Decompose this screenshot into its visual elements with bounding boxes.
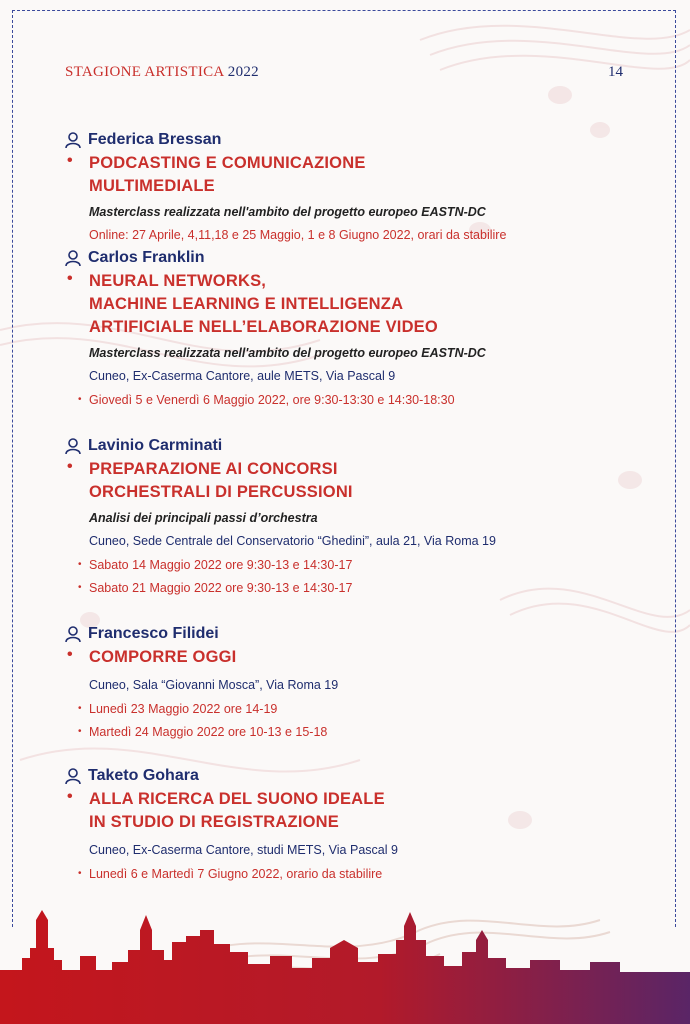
teacher-name: Francesco Filidei — [88, 625, 219, 642]
page-header-title — [65, 64, 259, 81]
date-item — [64, 865, 624, 888]
teacher-row — [64, 130, 624, 150]
course-location: Cuneo, Ex-Caserma Cantore, studi METS, Via Pascal 9 — [89, 843, 398, 857]
masterclass-entry-bressan — [64, 130, 624, 242]
bullet-icon: • — [67, 788, 73, 805]
course-location: Cuneo, Sala “Giovanni Mosca”, Via Roma 19 — [89, 678, 339, 692]
person-icon — [64, 249, 82, 267]
bullet-icon: • — [67, 152, 73, 169]
date-text: Giovedì 5 e Venerdì 6 Maggio 2022, ore 9:30-13:30 e 14:30-18:30 — [89, 393, 455, 407]
course-location: Cuneo, Ex-Caserma Cantore, aule METS, Via Pascal 9 — [89, 369, 396, 383]
dot-icon: • — [78, 868, 82, 879]
bullet-icon: • — [67, 646, 73, 663]
course-title — [64, 152, 624, 198]
masterclass-entry-carminati — [64, 436, 624, 602]
course-title-line: MACHINE LEARNING E INTELLIGENZA — [89, 295, 404, 313]
person-icon — [64, 767, 82, 785]
date-text: Martedì 24 Maggio 2022 ore 10-13 e 15-18 — [89, 725, 328, 739]
course-title — [64, 788, 624, 834]
course-dates — [64, 391, 624, 414]
date-item — [64, 700, 624, 723]
course-title-line: ALLA RICERCA DEL SUONO IDEALE — [89, 790, 385, 808]
teacher-name: Federica Bressan — [88, 131, 222, 148]
city-skyline-illustration — [0, 900, 690, 1024]
course-title-line: ARTIFICIALE NELL’ELABORAZIONE VIDEO — [89, 318, 438, 336]
course-title-line: NEURAL NETWORKS, — [89, 272, 267, 290]
course-title — [64, 270, 624, 339]
course-title — [64, 646, 624, 669]
dot-icon: • — [78, 394, 82, 405]
masterclass-entry-filidei — [64, 624, 624, 746]
course-title-line: PODCASTING E COMUNICAZIONE — [89, 154, 366, 172]
season-title: STAGIONE ARTISTICA — [65, 64, 224, 80]
course-title-line: ORCHESTRALI DI PERCUSSIONI — [89, 483, 353, 501]
course-note: Masterclass realizzata nell'ambito del progetto europeo EASTN-DC — [89, 205, 486, 219]
dot-icon: • — [78, 582, 82, 593]
course-title-line: IN STUDIO DI REGISTRAZIONE — [89, 813, 339, 831]
course-dates — [64, 700, 624, 746]
teacher-row — [64, 766, 624, 786]
teacher-row — [64, 436, 624, 456]
date-text: Lunedì 6 e Martedì 7 Giugno 2022, orario da stabilire — [89, 867, 383, 881]
date-text: Sabato 21 Maggio 2022 ore 9:30-13 e 14:30-17 — [89, 581, 353, 595]
course-title-line: MULTIMEDIALE — [89, 177, 215, 195]
bullet-icon: • — [67, 270, 73, 287]
teacher-name: Taketo Gohara — [88, 767, 199, 784]
course-schedule: Online: 27 Aprile, 4,11,18 e 25 Maggio, 1 e 8 Giugno 2022, orari da stabilire — [89, 228, 507, 242]
course-title — [64, 458, 624, 504]
teacher-name: Lavinio Carminati — [88, 437, 223, 454]
date-item — [64, 556, 624, 579]
teacher-row — [64, 248, 624, 268]
date-text: Lunedì 23 Maggio 2022 ore 14-19 — [89, 702, 278, 716]
date-item — [64, 391, 624, 414]
season-year: 2022 — [227, 64, 259, 80]
bullet-icon: • — [67, 458, 73, 475]
person-icon — [64, 437, 82, 455]
course-title-line: PREPARAZIONE AI CONCORSI — [89, 460, 338, 478]
date-text: Sabato 14 Maggio 2022 ore 9:30-13 e 14:30-17 — [89, 558, 353, 572]
masterclass-entry-gohara — [64, 766, 624, 888]
dot-icon: • — [78, 703, 82, 714]
course-title-line: COMPORRE OGGI — [89, 648, 237, 666]
masterclass-entry-franklin — [64, 248, 624, 414]
date-item — [64, 723, 624, 746]
person-icon — [64, 625, 82, 643]
dot-icon: • — [78, 559, 82, 570]
date-item — [64, 579, 624, 602]
teacher-row — [64, 624, 624, 644]
course-location: Cuneo, Sede Centrale del Conservatorio “Ghedini”, aula 21, Via Roma 19 — [89, 534, 496, 548]
person-icon — [64, 131, 82, 149]
course-note: Masterclass realizzata nell'ambito del progetto europeo EASTN-DC — [89, 346, 486, 360]
page-number: 14 — [608, 64, 623, 80]
course-note: Analisi dei principali passi d’orchestra — [89, 511, 318, 525]
teacher-name: Carlos Franklin — [88, 249, 205, 266]
course-dates — [64, 556, 624, 602]
course-dates — [64, 865, 624, 888]
dot-icon: • — [78, 726, 82, 737]
